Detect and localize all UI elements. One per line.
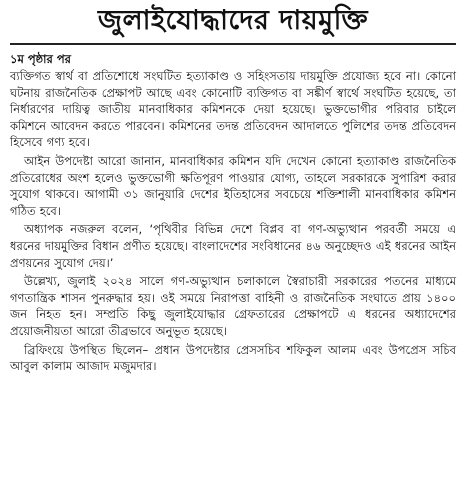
- article-paragraph-2: আইন উপদেষ্টা আরো জানান, মানবাধিকার কমিশন যদি দেখেন কোনো হত্যাকাণ্ড রাজনৈতিক প্রতিরোধের অংশ হলেও ভুক্তভোগী ক্ষতিপূরণ পাওয়ার যোগ্য, তাহলে সরকারকে সুপারিশ করার সুযোগ থাকবে। আগামী ৩১ জানুয়ারি দেশের ইতিহাসের সবচেয়ে শক্তিশালী মানবাধিকার কমিশন গঠিত হবে।: [10, 153, 456, 218]
- article-paragraph-1: ব্যক্তিগত স্বার্থ বা প্রতিশোধে সংঘটিত হত্যাকাণ্ড ও সহিংসতায় দায়মুক্তি প্রযোজ্য হবে না। কোনো ঘটনায় রাজনৈতিক প্রেক্ষাপট আছে এবং কোনোটি ব্যক্তিগত বা সঙ্কীর্ণ স্বার্থে সংঘটিত হয়েছে, তা নির্ধারণের দায়িত্ব জাতীয় মানবাধিকার কমিশনকে দেয়া হয়েছে। ভুক্তভোগীর পরিবার চাইলে কমিশনে আবেদন করতে পারবেন। কমিশনের তদন্ত প্রতিবেদন আদালতে পুলিশের তদন্ত প্রতিবেদন হিসেবে গণ্য হবে।: [10, 69, 456, 150]
- continued-from-label: ১ম পৃষ্ঠার পর: [10, 52, 71, 66]
- headline: জুলাইযোদ্ধাদের দায়মুক্তি: [10, 4, 456, 45]
- article-paragraph-5: ব্রিফিংয়ে উপস্থিত ছিলেন– প্রধান উপদেষ্টার প্রেসসচিব শফিকুল আলম এবং উপপ্রেস সচিব আবুল কালাম আজাদ মজুমদার।: [10, 342, 456, 374]
- article-paragraph-3: অধ্যাপক নজরুল বলেন, ‘পৃথিবীর বিভিন্ন দেশে বিপ্লব বা গণ-অভ্যুত্থান পরবর্তী সময়ে এ ধরনের দায়মুক্তির বিধান প্রণীত হয়েছে। বাংলাদেশের সংবিধানের ৪৬ অনুচ্ছেদও এই ধরনের আইন প্রণয়নের সুযোগ দেয়।’: [10, 222, 456, 270]
- article-paragraph-4: উল্লেখ্য, জুলাই ২০২৪ সালে গণ-অভ্যুত্থান চলাকালে স্বৈরাচারী সরকারের পতনের মাধ্যমে গণতান্ত্রিক শাসন পুনরুদ্ধার হয়। ওই সময়ে নিরাপত্তা বাহিনী ও রাজনৈতিক সংঘাতে প্রায় ১৪০০ জন নিহত হন। সম্প্রতি কিছু জুলাইযোদ্ধার গ্রেফতারের প্রেক্ষাপটে এ ধরনের অধ্যাদেশের প্রয়োজনীয়তা আরো তীব্রভাবে অনুভূত হয়েছে।: [10, 274, 456, 338]
